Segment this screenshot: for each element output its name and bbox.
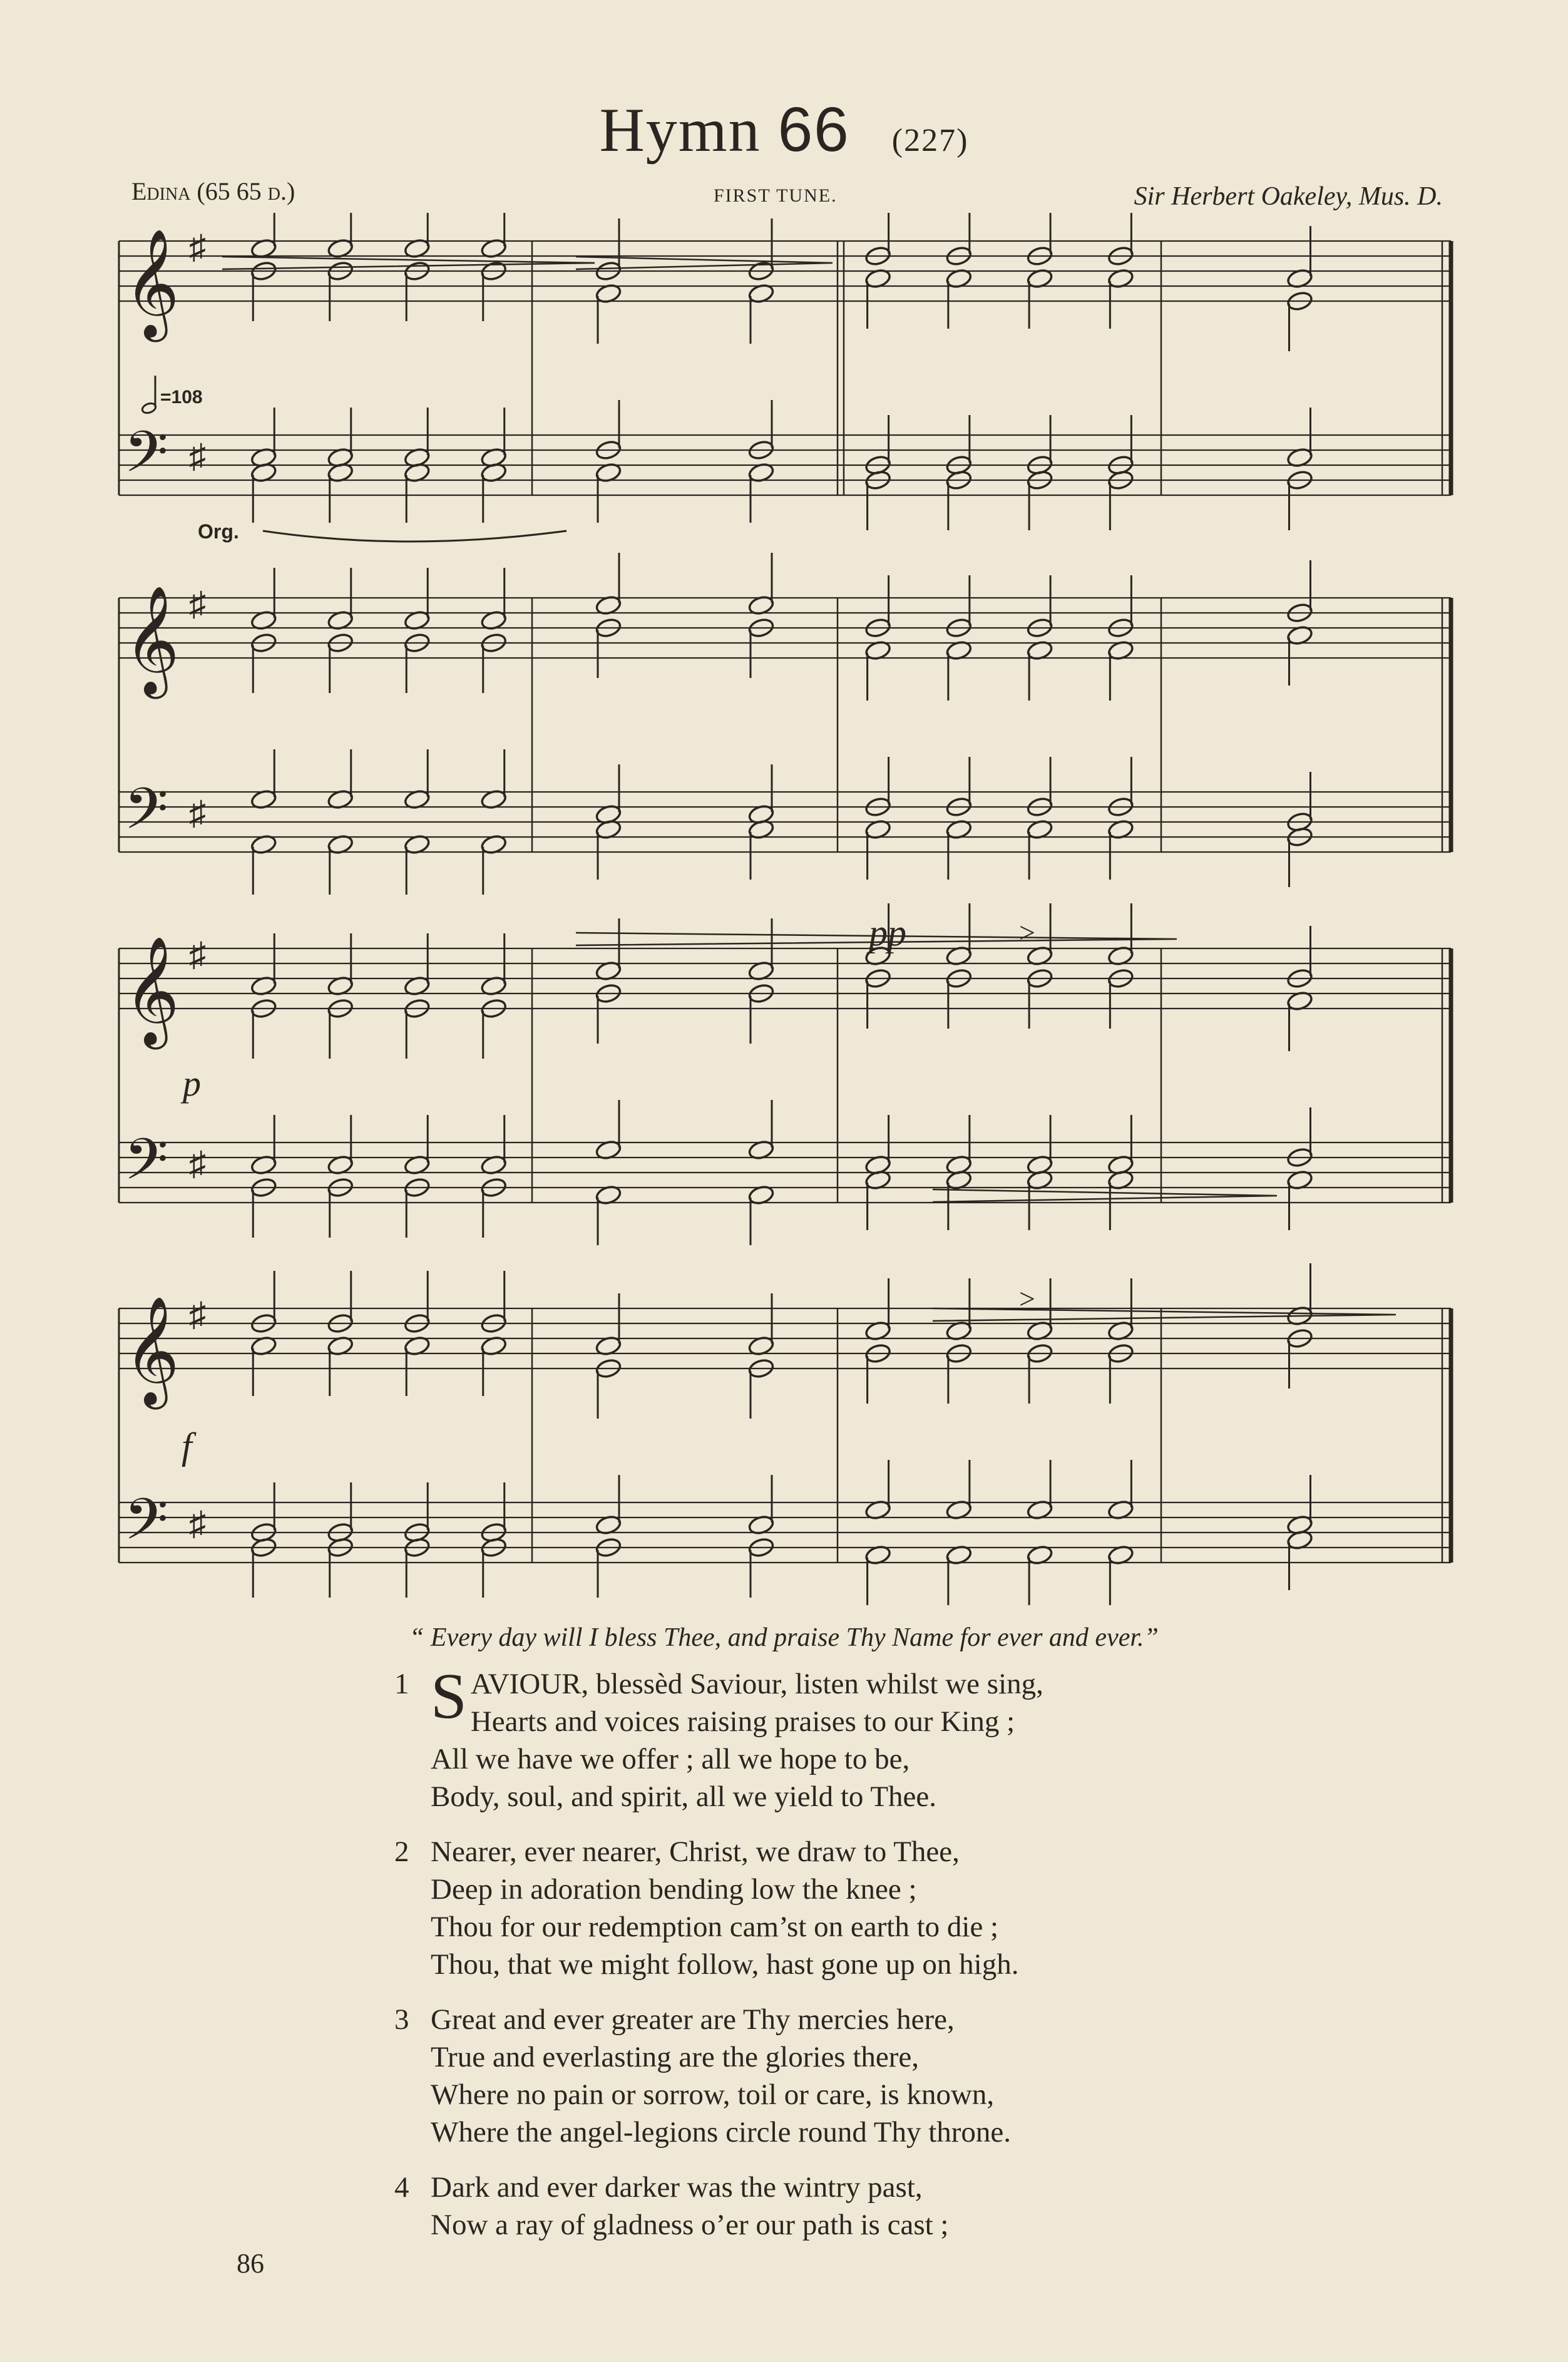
page-number: 86 <box>237 2248 264 2279</box>
composer: Sir Herbert Oakeley, Mus. D. <box>1134 182 1443 211</box>
verse-line: True and everlasting are the glories there, <box>431 2041 920 2073</box>
dynamic-forte: f <box>182 1425 192 1467</box>
hairpin-crescendo <box>933 1189 1277 1202</box>
hymn-title-word: Hymn <box>599 95 761 165</box>
tune-name: Edina (65 65 d.) <box>131 177 295 205</box>
verse-number: 1 <box>394 1668 409 1700</box>
verse-3 <box>394 2001 1271 2151</box>
score-systems <box>119 213 1451 1605</box>
slur <box>263 531 566 542</box>
verse-line: All we have we offer ; all we hope to be, <box>431 1743 910 1775</box>
verse-number: 4 <box>394 2171 409 2204</box>
verse-line: Thou for our redemption cam’st on earth to die ; <box>431 1911 999 1943</box>
verse-line: Now a ray of gladness o’er our path is cast ; <box>431 2209 949 2241</box>
treble-clef: 𝄞 <box>124 588 180 692</box>
verse-2 <box>394 1833 1271 1983</box>
accent-mark: > <box>1019 1283 1035 1315</box>
epigraph: “ Every day will I bless Thee, and praise Thy Name for ever and ever.” <box>409 1623 1159 1652</box>
verse-number: 3 <box>394 2003 409 2036</box>
verse-line: Hearts and voices raising praises to our King ; <box>470 1705 1015 1738</box>
verse-line: AVIOUR, blessèd Saviour, listen whilst we sing, <box>470 1668 1043 1700</box>
tempo-marking <box>141 376 202 414</box>
key-signature-sharp: ♯ <box>189 1505 206 1543</box>
verse-1 <box>394 1660 1271 1815</box>
verse-4 <box>394 2169 1271 2244</box>
treble-clef: 𝄞 <box>124 939 180 1043</box>
music-score <box>0 213 1568 1628</box>
key-signature-sharp: ♯ <box>189 1145 206 1183</box>
dynamic-pianissimo: pp <box>869 912 906 953</box>
key-signature-sharp: ♯ <box>189 936 206 973</box>
hymn-title <box>0 94 1568 166</box>
key-signature-sharp: ♯ <box>189 794 206 832</box>
dynamic-piano: p <box>183 1063 201 1104</box>
hymn-alt-number: (227) <box>891 123 969 158</box>
treble-clef: 𝄞 <box>124 1299 180 1403</box>
organ-label: Org. <box>198 520 239 543</box>
tune-label: FIRST TUNE. <box>714 185 838 206</box>
bass-clef: 𝄢 <box>124 1129 168 1205</box>
verse-line: Where the angel-legions circle round Thy throne. <box>431 2116 1012 2149</box>
drop-cap: S <box>431 1660 467 1732</box>
hymn-verses <box>394 1660 1271 2261</box>
verse-line: Nearer, ever nearer, Christ, we draw to Thee, <box>431 1836 960 1868</box>
bass-clef: 𝄢 <box>124 421 168 498</box>
key-signature-sharp: ♯ <box>189 1296 206 1333</box>
tempo-text: =108 <box>160 387 203 408</box>
accent-mark: > <box>1019 917 1035 948</box>
bass-clef: 𝄢 <box>124 1489 168 1565</box>
key-signature-sharp: ♯ <box>189 438 206 475</box>
verse-line: Deep in adoration bending low the knee ; <box>431 1873 917 1906</box>
bass-clef: 𝄢 <box>124 778 168 855</box>
verse-line: Where no pain or sorrow, toil or care, is known, <box>431 2078 995 2111</box>
treble-clef: 𝄞 <box>124 232 180 336</box>
verse-line: Dark and ever darker was the wintry past, <box>431 2171 923 2204</box>
hymn-number: 66 <box>777 95 850 165</box>
hairpin-crescendo <box>933 1308 1396 1321</box>
verse-line: Thou, that we might follow, hast gone up on high. <box>431 1948 1019 1981</box>
verse-line: Great and ever greater are Thy mercies here, <box>431 2003 955 2036</box>
verse-line: Body, soul, and spirit, all we yield to Thee. <box>431 1780 937 1813</box>
key-signature-sharp: ♯ <box>189 228 206 266</box>
verse-number: 2 <box>394 1836 409 1868</box>
key-signature-sharp: ♯ <box>189 585 206 623</box>
